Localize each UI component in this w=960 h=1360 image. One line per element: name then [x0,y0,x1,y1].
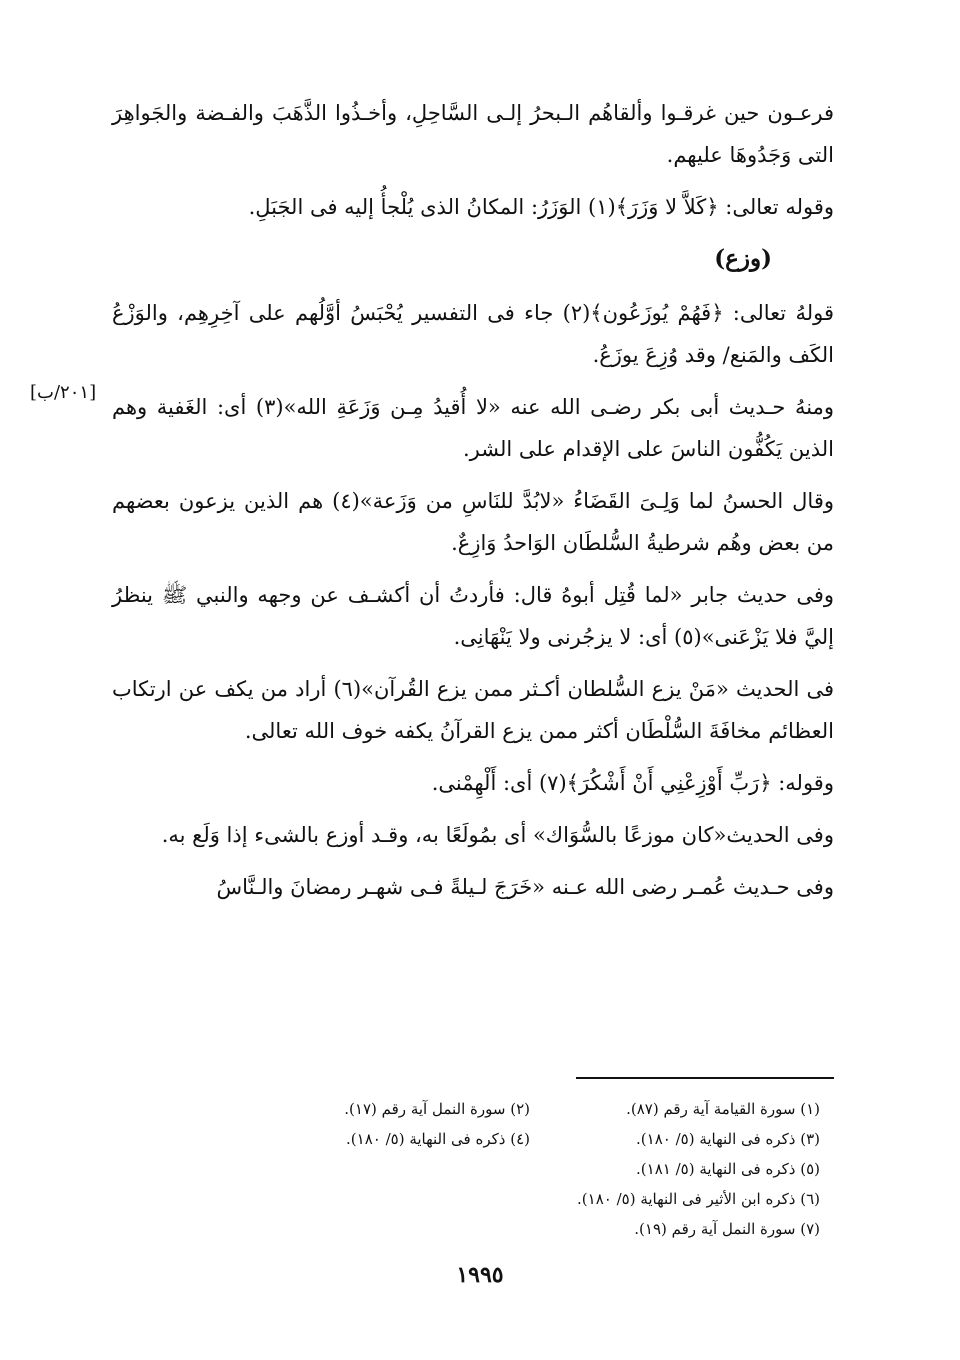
main-text [112,92,834,918]
footnote-row [220,1094,820,1124]
paragraph: وقال الحسنُ لما وَلِـىَ القَضَاءُ «لابُدَّ للنَاسِ من وَزَعة»(٤) هم الذين يزعون بعضهم من بعض وهُم شرطيةُ السُّلطَان الوَاحدُ وَازِعٌ. [112,489,835,555]
footnote: (٥) ذكره فى النهاية (٥/ ١٨١). [636,1160,820,1178]
paragraph: وقوله: ﴿رَبِّ أَوْزِعْنِي أَنْ أَشْكُرَ﴾(٧) أى: أَلْهِمْنى. [431,771,834,795]
paragraph: وفى حديث جابر «لما قُتِل أبوهُ قال: فأردتُ أن أكشـف عن وجهه والنبي ﷺ ينظرُ إليَّ فلا يَزْعَنى»(٥) أى: لا يزجُرنى ولا يَنْهَانِى. [112,583,834,649]
paragraph: ومنهُ حـديث أبى بكر رضـى الله عنه «لا أُقيدُ مِـن وَزَعَةِ الله»(٣) أى: الغَفية وهم الذين يَكُفُّون الناسَ على الإقدام على الشر. [112,395,834,461]
paragraph: قولهُ تعالى: ﴿فَهُمْ يُوزَعُون﴾(٢) جاء فى التفسير يُحْبَسُ أوَّلُهم على آخِرِهِم، والوَزْعُ الكَف والمَنع/ وقد وُزِعَ يوزَعُ. [112,301,834,367]
footnote: (٦) ذكره ابن الأثير فى النهاية (٥/ ١٨٠). [577,1190,820,1208]
paragraph: وقوله تعالى: ﴿كَلاَّ لا وَزَرَ﴾(١) الوَزَرُ: المكانُ الذى يُلْجأُ إليه فى الجَبَلِ. [248,195,834,219]
section-heading: (وزع) [714,245,772,272]
footnote: (٤) ذكره فى النهاية (٥/ ١٨٠). [346,1130,530,1148]
footnote-divider [576,1077,834,1079]
footnote-row [220,1124,820,1154]
paragraph: فرعـون حين غرقـوا وألقاهُم الـبحرُ إلـى السَّاحِلِ، وأخـذُوا الذَّهَبَ والفـضة والجَواهِرَ التى وَجَدُوهَا عليهم. [112,101,834,167]
paragraph: وفى حـديث عُمـر رضى الله عـنه «خَرَجَ لـيلةً فـى شهـر رمضانَ والـنَّاسُ [216,875,834,899]
footnote: (٢) سورة النمل آية رقم (١٧). [344,1100,530,1118]
footnotes [220,1094,820,1244]
footnote-row [220,1184,820,1214]
page-number: ١٩٩٥ [456,1262,504,1288]
footnote: (٣) ذكره فى النهاية (٥/ ١٨٠). [636,1130,820,1148]
paragraph: فى الحديث «مَنْ يزع السُّلطان أكـثر ممن يزع القُرآن»(٦) أراد من يكف عن ارتكاب العظائم مخافَةَ السُّلْطَان أكثر ممن يزع القرآنُ يكفه خوف الله تعالى. [112,677,835,743]
footnote-row [220,1214,820,1244]
footnote: (٧) سورة النمل آية رقم (١٩). [634,1220,820,1238]
manuscript-folio-note: [٢٠١/ب] [30,382,97,403]
footnote: (١) سورة القيامة آية رقم (٨٧). [626,1100,820,1118]
footnote-row [220,1154,820,1184]
paragraph: وفى الحديث«كان موزعًا بالسُّوَاك» أى بمُولَعًا به، وقـد أوزع بالشىء إذا وَلَع به. [161,823,834,847]
